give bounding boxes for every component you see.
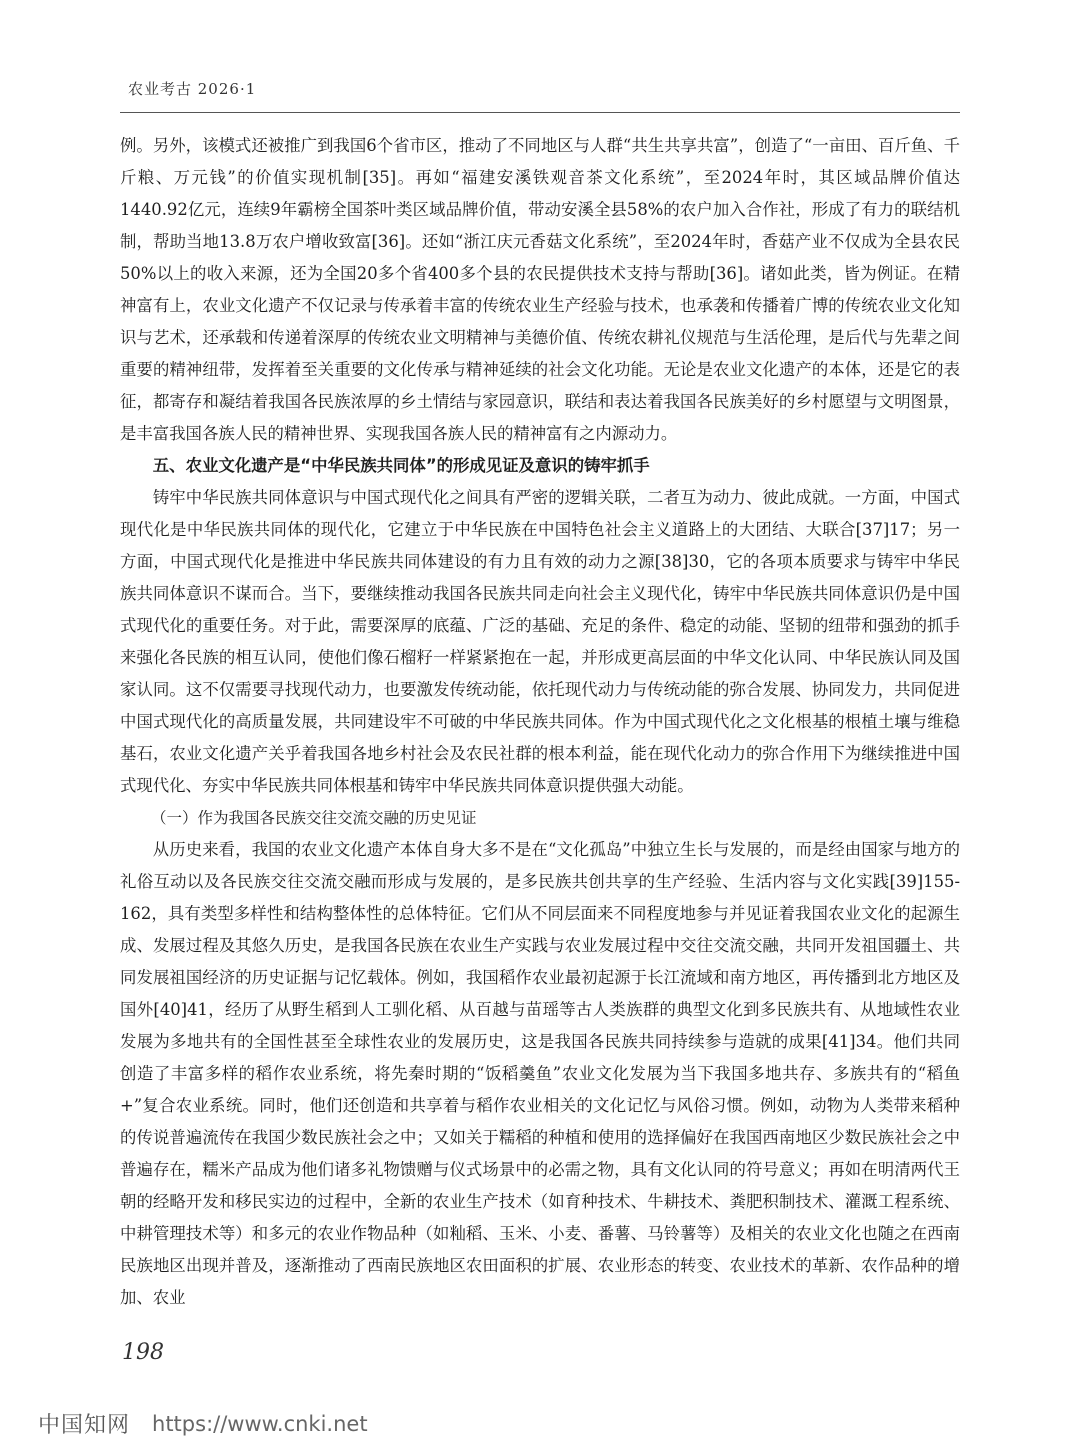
header-divider [120,112,960,113]
article-body [120,130,960,1314]
subsection-heading-1: （一）作为我国各民族交往交流交融的历史见证 [151,809,477,827]
page-number: 198 [122,1340,164,1365]
watermark-footer [38,1408,368,1439]
cnki-url[interactable]: https://www.cnki.net [152,1411,368,1436]
paragraph-continued: 例。另外，该模式还被推广到我国6个省市区，推动了不同地区与人群“共生共享共富”，创造了“一亩田、百斤鱼、千斤粮、万元钱”的价值实现机制[35]。再如“福建安溪铁观音茶文化系统”，至2024年时，其区域品牌价值达1440.92亿元，连续9年霸榜全国茶叶类区域品牌价值，带动安溪全县58%的农户加入合作社，形成了有力的联结机制，帮助当地13.8万农户增收致富[36]。还如“浙江庆元香菇文化系统”，至2024年时，香菇产业不仅成为全县农民50%以上的收入来源，还为全国20多个省400多个县的农民提供技术支持与帮助[36]。诸如此类，皆为例证。在精神富有上，农业文化遗产不仅记录与传承着丰富的传统农业生产经验与技术，也承袭和传播着广博的传统农业文化知识与艺术，还承载和传递着深厚的传统农业文明精神与美德价值、传统农耕礼仪规范与生活伦理，是后代与先辈之间重要的精神纽带，发挥着至关重要的文化传承与精神延续的社会文化功能。无论是农业文化遗产的本体，还是它的表征，都寄存和凝结着我国各民族浓厚的乡土情结与家园意识，联结和表达着我国各民族美好的乡村愿望与文明图景，是丰富我国各族人民的精神世界、实现我国各族人民的精神富有之内源动力。 [120,136,960,443]
cnki-logo: 中国知网 [38,1413,131,1438]
paragraph: 铸牢中华民族共同体意识与中国式现代化之间具有严密的逻辑关联，二者互为动力、彼此成就。一方面，中国式现代化是中华民族共同体的现代化，它建立于中华民族在中国特色社会主义道路上的大团结、大联合[37]17；另一方面，中国式现代化是推进中华民族共同体建设的有力且有效的动力之源[38]30，它的各项本质要求与铸牢中华民族共同体意识不谋而合。当下，要继续推动我国各民族共同走向社会主义现代化，铸牢中华民族共同体意识仍是中国式现代化的重要任务。对于此，需要深厚的底蕴、广泛的基础、充足的条件、稳定的动能、坚韧的纽带和强劲的抓手来强化各民族的相互认同，使他们像石榴籽一样紧紧抱在一起，并形成更高层面的中华文化认同、中华民族认同及国家认同。这不仅需要寻找现代动力，也要激发传统动能，依托现代动力与传统动能的弥合发展、协同发力，共同促进中国式现代化的高质量发展，共同建设牢不可破的中华民族共同体。作为中国式现代化之文化根基的根植土壤与维稳基石，农业文化遗产关乎着我国各地乡村社会及农民社群的根本利益，能在现代化动力的弥合作用下为继续推进中国式现代化、夯实中华民族共同体根基和铸牢中华民族共同体意识提供强大动能。 [120,488,960,795]
paragraph: 从历史来看，我国的农业文化遗产本体自身大多不是在“文化孤岛”中独立生长与发展的，而是经由国家与地方的礼俗互动以及各民族交往交流交融而形成与发展的，是多民族共创共享的生产经验、生活内容与文化实践[39]155-162，具有类型多样性和结构整体性的总体特征。它们从不同层面来不同程度地参与并见证着我国农业文化的起源生成、发展过程及其悠久历史，是我国各民族在农业生产实践与农业发展过程中交往交流交融，共同开发祖国疆土、共同发展祖国经济的历史证据与记忆载体。例如，我国稻作农业最初起源于长江流域和南方地区，再传播到北方地区及国外[40]41，经历了从野生稻到人工驯化稻、从百越与苗瑶等古人类族群的典型文化到多民族共有、从地域性农业发展为多地共有的全国性甚至全球性农业的发展历史，这是我国各民族共同持续参与造就的成果[41]34。他们共同创造了丰富多样的稻作农业系统，将先秦时期的“饭稻羹鱼”农业文化发展为当下我国多地共存、多族共有的“稻鱼+”复合农业系统。同时，他们还创造和共享着与稻作农业相关的文化记忆与风俗习惯。例如，动物为人类带来稻种的传说普遍流传在我国少数民族社会之中；又如关于糯稻的种植和使用的选择偏好在我国西南地区少数民族社会之中普遍存在，糯米产品成为他们诸多礼物馈赠与仪式场景中的必需之物，具有文化认同的符号意义；再如在明清两代王朝的经略开发和移民实边的过程中，全新的农业生产技术（如育种技术、牛耕技术、粪肥积制技术、灌溉工程系统、中耕管理技术等）和多元的农业作物品种（如籼稻、玉米、小麦、番薯、马铃薯等）及相关的农业文化也随之在西南民族地区出现并普及，逐渐推动了西南民族地区农田面积的扩展、农业形态的转变、农业技术的革新、农作品种的增加、农业 [120,840,960,1307]
section-heading-5: 五、农业文化遗产是“中华民族共同体”的形成见证及意识的铸牢抓手 [152,456,650,475]
running-header: 农业考古 2026·1 [128,80,257,98]
